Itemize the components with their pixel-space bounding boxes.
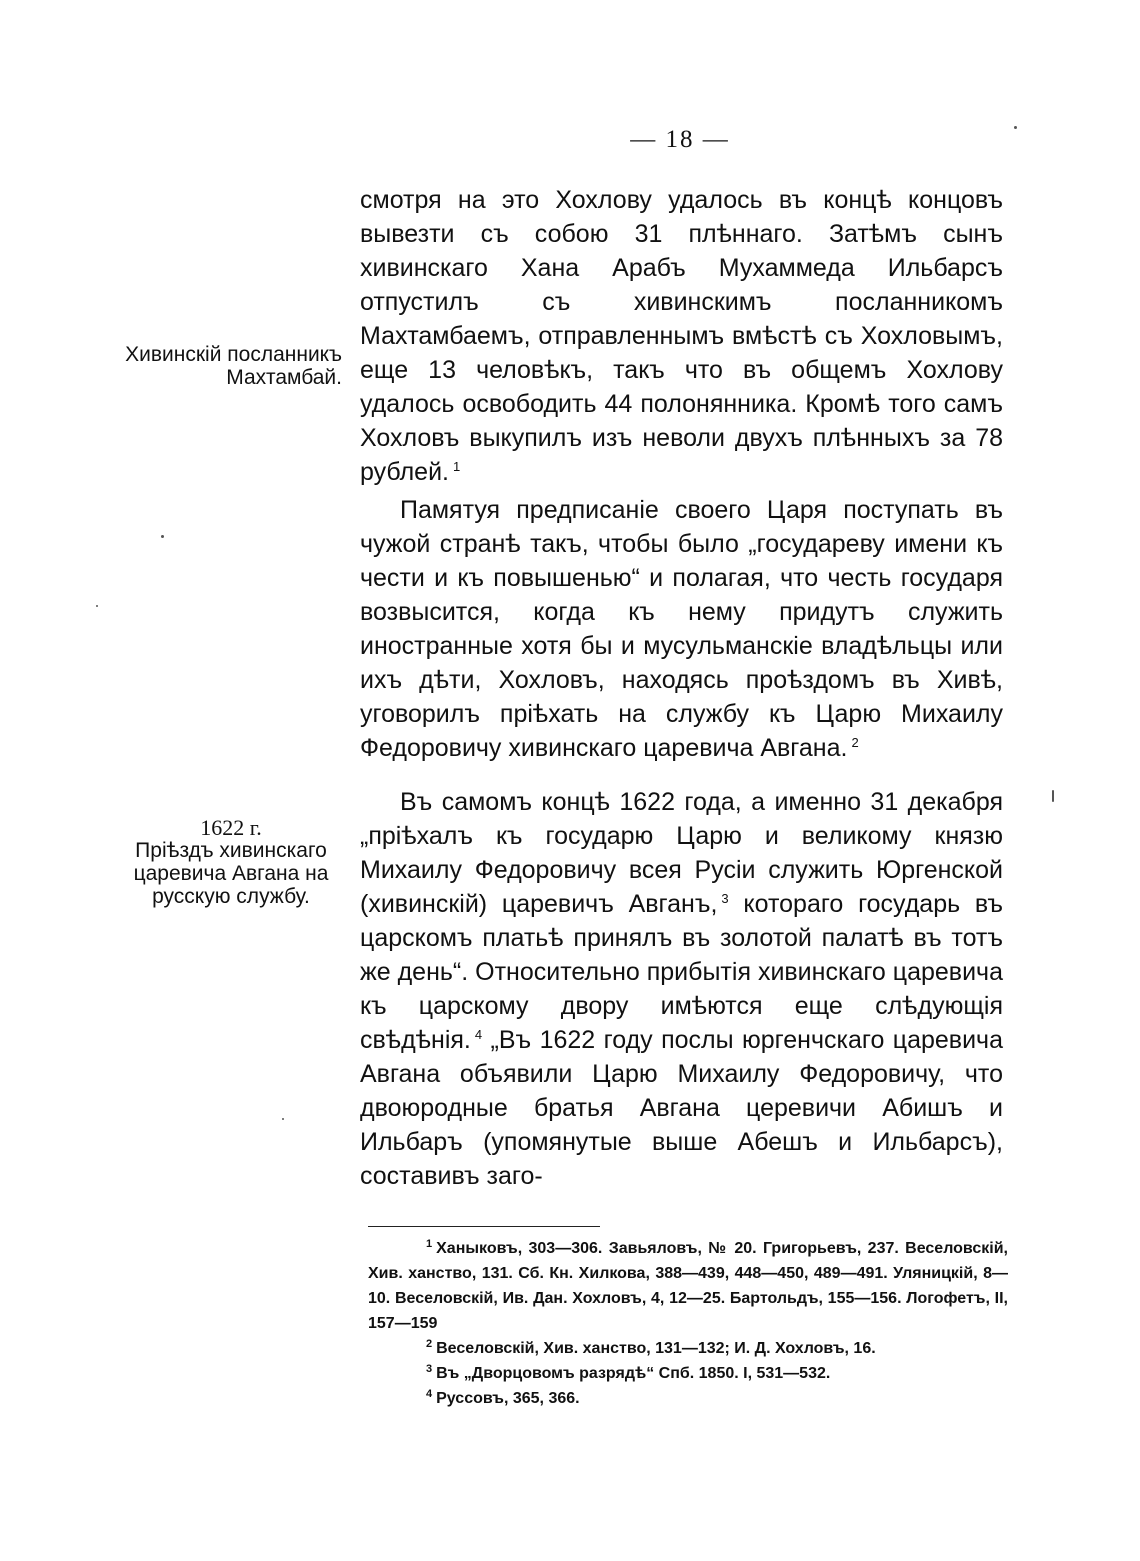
scan-speck — [1052, 790, 1054, 802]
scan-speck — [1014, 126, 1017, 129]
footnote-3 — [368, 1361, 1008, 1386]
footnotes — [368, 1236, 1008, 1411]
footnote-3-text: Въ „Дворцовомъ разрядѣ“ Спб. 1850. I, 531—532. — [436, 1365, 831, 1382]
footnote-2-number: 2 — [426, 1338, 433, 1350]
margin-note-year: 1622 г. — [200, 815, 262, 840]
paragraph-3 — [360, 785, 1003, 1193]
footnote-4-number: 4 — [426, 1388, 433, 1400]
scan-speck — [282, 1118, 284, 1120]
paragraph-3-part-b: котораго государь въ царскомъ платьѣ принялъ въ золотой палатѣ въ тотъ же день“. Относительно прибытія хивинскаго царевича къ царскому двору имѣются еще слѣдующія свѣдѣнія. — [360, 890, 1003, 1054]
footnote-separator — [368, 1226, 600, 1227]
main-text — [360, 183, 1003, 1193]
paragraph-2 — [360, 493, 1003, 765]
footnote-2 — [368, 1336, 1008, 1361]
footnote-4 — [368, 1386, 1008, 1411]
scan-speck — [161, 535, 164, 538]
footnote-ref-2: 2 — [851, 735, 859, 750]
footnote-1 — [368, 1236, 1008, 1336]
footnote-ref-4: 4 — [474, 1027, 483, 1042]
footnote-ref-3: 3 — [721, 891, 729, 906]
paragraph-3-part-a: Въ самомъ концѣ 1622 года, а именно 31 декабря „пріѣхалъ къ государю Царю и великому князю Михаилу Федоровичу всея Русіи служить Юргенской (хивинскій) царевичъ Авганъ, — [360, 788, 1003, 918]
paragraph-1 — [360, 183, 1003, 489]
paragraph-3-part-c: „Въ 1622 году послы юргенчскаго царевича Авгана объявили Царю Михаилу Федоровичу, что двоюродные братья Авгана церевичи Абишъ и Ильбаръ (упомянутые выше Абешъ и Ильбарсъ), составивъ заго- — [360, 1026, 1003, 1190]
scan-speck — [96, 605, 98, 607]
footnote-3-number: 3 — [426, 1363, 433, 1375]
footnote-4-text: Руссовъ, 365, 366. — [436, 1390, 580, 1407]
paragraph-1-text: смотря на это Хохлову удалось въ концѣ концовъ вывезти съ собою 31 плѣннаго. Затѣмъ сынъ хивинскаго Хана Арабъ Мухаммеда Ильбарсъ отпустилъ съ хивинскимъ посланникомъ Махтамбаемъ, отправленнымъ вмѣстѣ съ Хохловымъ, еще 13 человѣкъ, такъ что въ общемъ Хохлову удалось освободить 44 полонянника. Кромѣ того самъ Хохловъ выкупилъ изъ неволи двухъ плѣнныхъ за 78 рублей. — [360, 186, 1003, 486]
paragraph-2-text: Памятуя предписаніе своего Царя поступать въ чужой странѣ такъ, чтобы было „государеву имени къ чести и къ повышенью“ и полагая, что честь государя возвысится, когда къ нему придутъ служить иностранные хотя бы и мусульманскіе владѣльцы или ихъ дѣти, Хохловъ, находясь проѣздомъ въ Хивѣ, уговорилъ пріѣхать на службу къ Царю Михаилу Федоровичу хивинскаго царевича Авгана. — [360, 496, 1003, 762]
margin-note-arrival-text: Пріѣздъ хивинскаго царевича Авгана на русскую службу. — [133, 839, 329, 908]
margin-note-arrival — [120, 816, 342, 908]
footnote-1-text: Ханыковъ, 303—306. Завьяловъ, № 20. Григорьевъ, 237. Веселовскій, Хив. ханство, 131. Сб. Кн. Хилкова, 388—439, 448—450, 489—491. Уляницкій, 8—10. Веселовскій, Ив. Дан. Хохловъ, 4, 12—25. Бартольдъ, 155—156. Логофетъ, II, 157—159 — [368, 1240, 1008, 1332]
footnote-2-text: Веселовскій, Хив. ханство, 131—132; И. Д. Хохловъ, 16. — [436, 1340, 876, 1357]
page-number: — 18 — — [630, 126, 730, 153]
footnote-1-number: 1 — [426, 1238, 433, 1250]
margin-note-envoy: Хивинскій посланникъ Махтамбай. — [125, 343, 342, 389]
footnote-ref-1: 1 — [453, 459, 461, 474]
